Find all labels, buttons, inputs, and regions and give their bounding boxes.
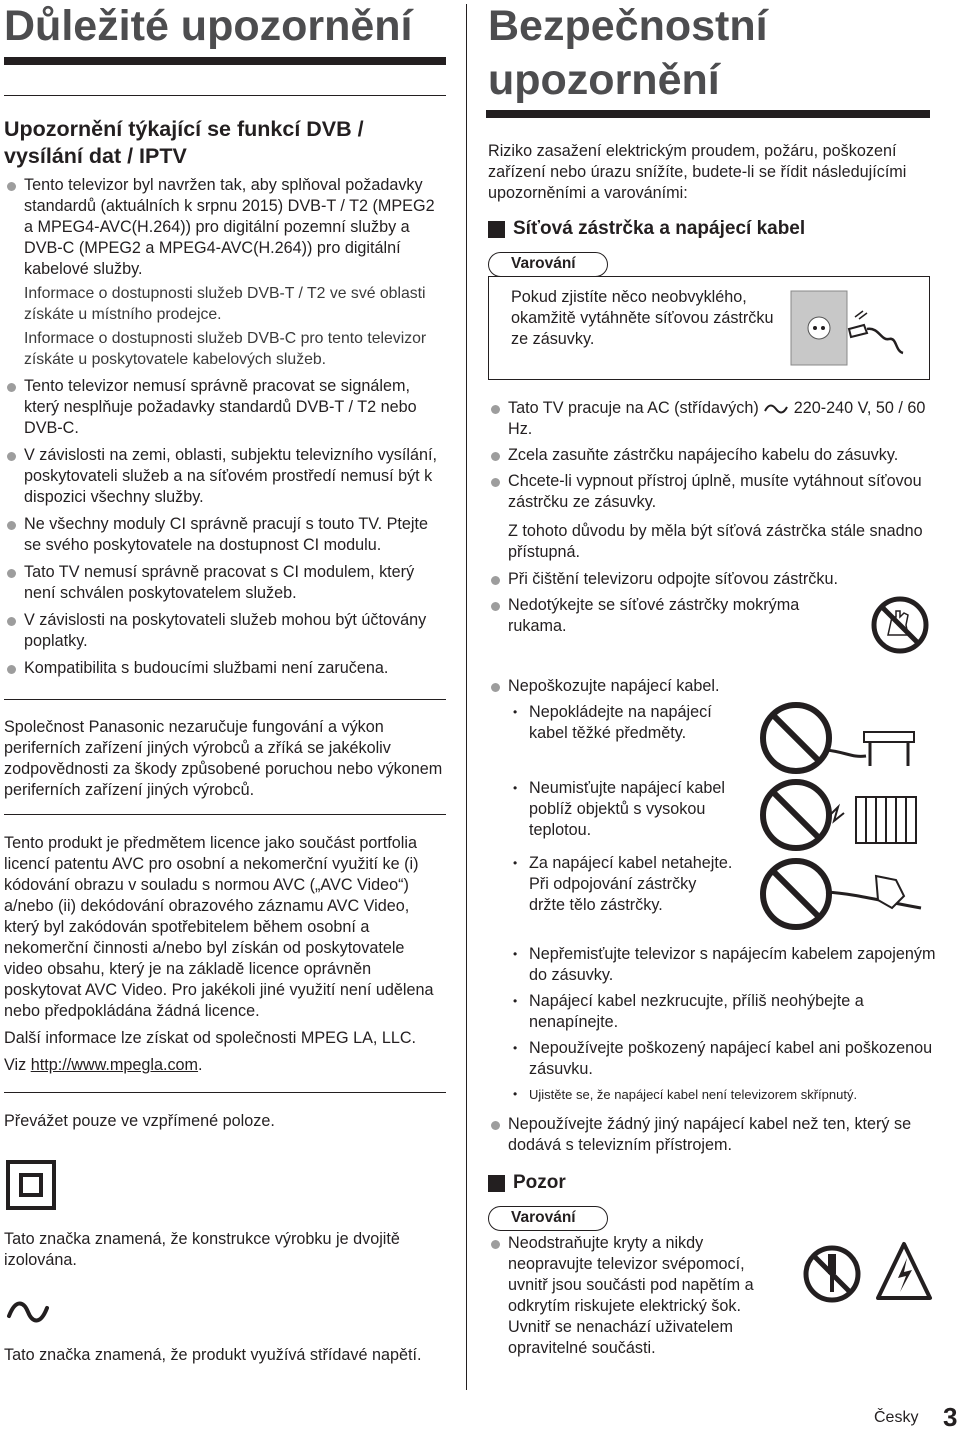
mpeg-info: Další informace lze získat od společnosti MPEG LA, LLC. (4, 1029, 417, 1047)
no-disassembly-icon (802, 1244, 862, 1304)
no-heavy-objects-icon (756, 700, 926, 780)
cable-sub-2 (508, 778, 736, 841)
ac-wave-icon (763, 403, 789, 415)
list-item: Tato TV pracuje na AC (střídavých) 220-240 V, 50 / 60 Hz. (488, 398, 938, 440)
safety-title-2: upozornění (488, 56, 720, 104)
ac-symbol-text: Tato značka znamená, že produkt využívá střídavé napětí. (4, 1346, 422, 1364)
list-item: • Nepřemisťujte televizor s napájecím kabelem zapojeným do zásuvky. (508, 944, 938, 986)
rule (4, 814, 446, 815)
list-item: V závislosti na poskytovateli služeb mohou být účtovány poplatky. (4, 610, 446, 652)
list-item: • Nepokládejte na napájecí kabel těžké předměty. (508, 702, 736, 744)
no-pull-cable-icon (756, 856, 926, 936)
cable-sub-rest (508, 944, 938, 1105)
viz-line: Viz http://www.mpegla.com. (4, 1056, 203, 1074)
list-item: Při čištění televizoru odpojte síťovou zástrčku. (488, 569, 938, 590)
list-item: Nedotýkejte se síťové zástrčky mokrýma rukama. (488, 595, 818, 637)
panasonic-disclaimer: Společnost Panasonic nezaručuje fungování a výkon periferních zařízení jiných výrobců a zříká se jakékoliv zodpovědnosti za škody způsobené poruchou nebo výkonem periferních zařízení jiných výrobců. (4, 718, 443, 799)
upright-note: Převážet pouze ve vzpřímené poloze. (4, 1112, 275, 1130)
double-insulation-text: Tato značka znamená, že konstrukce výrobku je dvojitě izolována. (4, 1230, 400, 1269)
list-item: Chcete-li vypnout přístroj úplně, musíte vytáhnout síťovou zástrčku ze zásuvky. (488, 471, 938, 513)
square-bullet-icon (488, 1175, 505, 1192)
cable-sub-1 (508, 702, 736, 744)
dvb-section-heading: Upozornění týkající se funkcí DVB / vysílání dat / IPTV (4, 117, 364, 168)
ac-symbol-icon (6, 1298, 50, 1326)
warning-label: Varování (488, 252, 608, 277)
dvb-note-1: Informace o dostupnosti služeb DVB-T / T2 ve své oblasti získáte u místního prodejce. (24, 285, 426, 323)
warning-label: Varování (488, 1206, 608, 1231)
plug-accessible-note: Z tohoto důvodu by měla být síťová zástrčka stále snadno přístupná. (508, 522, 923, 561)
title-rule (486, 110, 930, 118)
avc-license (4, 833, 446, 1076)
list-item: Nepoškozujte napájecí kabel. (488, 676, 938, 697)
safety-title-1: Bezpečnostní (488, 2, 768, 50)
list-item: • Nepoužívejte poškozený napájecí kabel ani poškozenou zásuvku. (508, 1038, 938, 1080)
mpegla-link[interactable]: http://www.mpegla.com (30, 1056, 199, 1074)
list-item: • Ujistěte se, že napájecí kabel není televizorem skřípnutý. (508, 1084, 938, 1105)
cable-bullets (488, 676, 938, 697)
list-item: Tento televizor nemusí správně pracovat se signálem, který nesplňuje požadavky standardů DVB-T / T2 nebo DVB-C. (4, 376, 446, 439)
caution-heading: Pozor (488, 1171, 566, 1195)
no-wet-hands-icon (870, 595, 930, 655)
warning-box (488, 276, 930, 380)
safety-intro: Riziko zasažení elektrickým proudem, požáru, poškození zařízení nebo úrazu snížíte, budete-li se řídit následujícími upozorněními a varováními: (488, 142, 907, 202)
cable-sub-3 (508, 853, 736, 916)
list-item: Tato TV nemusí správně pracovat s CI modulem, který není schválen poskytovatelem služeb. (4, 562, 446, 604)
column-divider (466, 4, 467, 1390)
list-item: • Neumisťujte napájecí kabel poblíž objektů s vysokou teplotou. (508, 778, 736, 841)
pull-plug-icon (789, 289, 904, 369)
list-item (4, 175, 446, 370)
list-item: Kompatibilita s budoucími službami není zaručena. (4, 658, 446, 679)
list-item: V závislosti na zemi, oblasti, subjektu televizního vysílání, poskytovateli služeb a na síťovém prostředí nemusí být k dispozici všechny služby. (4, 445, 446, 508)
plug-section-heading: Síťová zástrčka a napájecí kabel (488, 217, 805, 241)
language-label: Česky (874, 1409, 919, 1426)
double-insulation-icon (6, 1160, 56, 1210)
dvb-note-2: Informace o dostupnosti služeb DVB-C pro tento televizor získáte u poskytovatele kabelových služeb. (24, 330, 427, 368)
list-item: Neodstraňujte kryty a nikdy neopravujte televizor svépomocí, uvnitř jsou součásti pod napětím a odkrytím riskujete elektrický šok. Uvnitř se nenachází uživatelem opravitelné součásti. (488, 1233, 768, 1359)
title-rule (4, 57, 446, 65)
rule (4, 1092, 446, 1093)
section-rule (4, 95, 446, 96)
dvb-bullets (4, 175, 446, 679)
list-item: Ne všechny moduly CI správně pracují s touto TV. Ptejte se svého poskytovatele na dostupnost CI modulu. (4, 514, 446, 556)
list-item: Nepoužívejte žádný jiný napájecí kabel než ten, který se dodává s televizním přístrojem. (488, 1114, 938, 1156)
list-item: • Za napájecí kabel netahejte. Při odpojování zástrčky držte tělo zástrčky. (508, 853, 736, 916)
no-other-cable-bullets (488, 1114, 938, 1156)
caution-bullets (488, 1233, 768, 1359)
no-heat-source-icon (756, 777, 926, 857)
warning-box-text: Pokud zjistíte něco neobvyklého, okamžitě vytáhněte síťovou zástrčku ze zásuvky. (511, 288, 774, 348)
rule (4, 699, 446, 700)
page-number: 3 (943, 1402, 958, 1432)
dvb-bullet-text: Tento televizor byl navržen tak, aby splňoval požadavky standardů (aktuálních k srpnu 2015) DVB-T / T2 (MPEG2 a MPEG4-AVC(H.264)) pro digitální pozemní služby a DVB-C (MPEG2 a MPEG4-AVC(H.264)) pro digitální kabelové služby. (24, 176, 435, 278)
avc-license-text: Tento produkt je předmětem licence jako součást portfolia licencí patentu AVC pro osobní a nekomerční využití ke (i) kódování obrazu v souladu s normou AVC („AVC Video“) a/nebo (ii) dekódování obrazového záznamu AVC Video, který byl zakódován spotřebitelem během osobní a nekomerční činnosti a/nebo byl získán od poskytovatele video obsahu, který je na základě licence oprávněn poskytovat AVC Video. Pro jakékoli jiné využití není udělena nebo předpokládána žádná licence. (4, 834, 434, 1020)
list-item: • Napájecí kabel nezkrucujte, příliš neohýbejte a nenapínejte. (508, 991, 938, 1033)
square-bullet-icon (488, 221, 505, 238)
page-title: Důležité upozornění (4, 2, 413, 50)
list-item: Zcela zasuňte zástrčku napájecího kabelu do zásuvky. (488, 445, 938, 466)
plug-bullets (488, 398, 938, 513)
electric-shock-warning-icon (874, 1240, 934, 1304)
